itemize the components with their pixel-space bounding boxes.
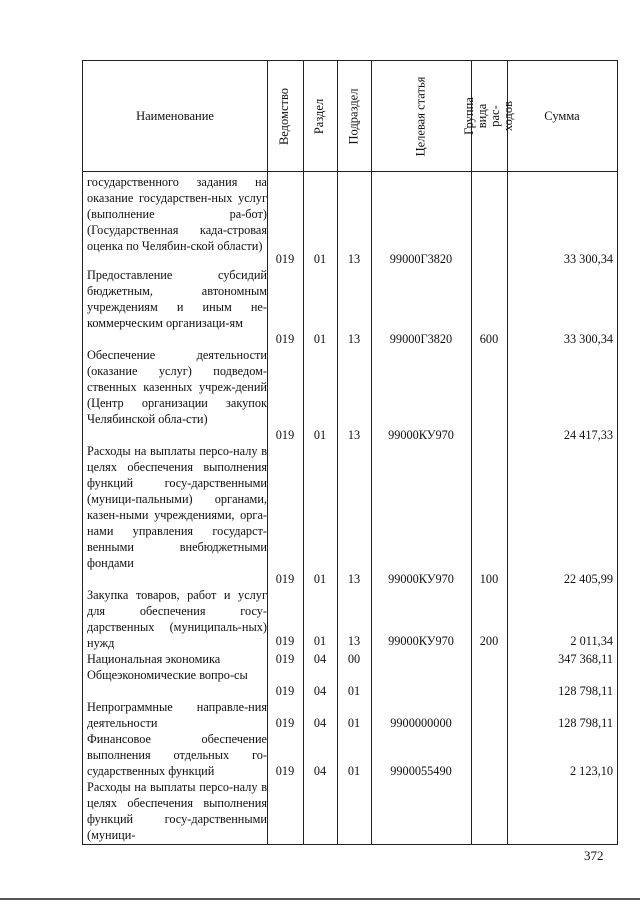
cell-vedomstvo: 019 xyxy=(275,684,295,698)
cell-razdel: 04 xyxy=(313,716,327,730)
cell-razdel: 04 xyxy=(313,764,327,778)
page-number: 372 xyxy=(584,848,604,863)
table-row-name: Национальная экономика xyxy=(87,652,221,666)
table-row-name: государственного задания на оказание государствен-ных услуг (выполнение ра-бот) (Государственная када-стровая оценка по Челябин-ской области) xyxy=(87,175,267,253)
header-celevaya-label: Целевая статья xyxy=(413,76,428,156)
cell-vedomstvo: 019 xyxy=(275,332,295,346)
cell-podrazdel: 13 xyxy=(347,572,361,586)
cell-celevaya: 99000КУ970 xyxy=(388,572,454,586)
header-podrazdel-label: Подраздел xyxy=(346,88,361,144)
cell-celevaya: 9900055490 xyxy=(390,764,452,778)
column-divider xyxy=(471,61,472,844)
cell-podrazdel: 01 xyxy=(347,716,361,730)
header-gruppa-label: Группа вида рас-ходов xyxy=(462,97,516,135)
cell-vedomstvo: 019 xyxy=(275,428,295,442)
cell-podrazdel: 13 xyxy=(347,428,361,442)
header-gruppa xyxy=(462,61,516,171)
header-celevaya xyxy=(371,61,471,171)
cell-podrazdel: 13 xyxy=(347,252,361,266)
cell-razdel: 01 xyxy=(313,332,327,346)
cell-celevaya: 99000Г3820 xyxy=(389,332,453,346)
header-podrazdel xyxy=(337,61,371,171)
cell-gruppa: 200 xyxy=(479,634,499,648)
cell-vedomstvo: 019 xyxy=(275,764,295,778)
header-vedomstvo-label: Ведомство xyxy=(277,87,292,145)
header-razdel xyxy=(303,61,337,171)
cell-gruppa: 600 xyxy=(479,332,499,346)
cell-summa: 2 011,34 xyxy=(570,634,613,648)
cell-vedomstvo: 019 xyxy=(275,252,295,266)
budget-table xyxy=(82,60,618,845)
cell-summa: 33 300,34 xyxy=(563,332,613,346)
bottom-rule xyxy=(0,898,640,900)
header-summa xyxy=(507,61,617,171)
header-divider xyxy=(83,171,617,172)
table-row-name: Закупка товаров, работ и услуг для обеспечения госу-дарственных (муниципаль-ных) нужд xyxy=(87,588,267,650)
cell-podrazdel: 00 xyxy=(347,652,361,666)
cell-celevaya: 99000КУ970 xyxy=(388,428,454,442)
cell-razdel: 01 xyxy=(313,572,327,586)
cell-razdel: 04 xyxy=(313,652,327,666)
cell-podrazdel: 01 xyxy=(347,764,361,778)
cell-razdel: 01 xyxy=(313,428,327,442)
cell-summa: 2 123,10 xyxy=(569,764,613,778)
cell-summa: 347 368,11 xyxy=(558,652,613,666)
table-row-name: Расходы на выплаты персо-налу в целях обеспечения выполнения функций госу-дарственными (муници-пальными) органами, казен-ными учреждениями, орга-нами управления государст-венными внебюджетными фондами xyxy=(87,444,267,570)
cell-podrazdel: 13 xyxy=(347,332,361,346)
cell-vedomstvo: 019 xyxy=(275,652,295,666)
cell-celevaya: 9900000000 xyxy=(390,716,452,730)
table-row-name: Непрограммные направле-ния деятельности xyxy=(87,700,267,730)
cell-summa: 22 405,99 xyxy=(563,572,613,586)
cell-summa: 128 798,11 xyxy=(558,684,613,698)
header-name-label: Наименование xyxy=(136,108,214,123)
cell-razdel: 04 xyxy=(313,684,327,698)
cell-vedomstvo: 019 xyxy=(275,572,295,586)
header-vedomstvo xyxy=(267,61,303,171)
cell-vedomstvo: 019 xyxy=(275,716,295,730)
cell-podrazdel: 13 xyxy=(347,634,361,648)
table-row-name: Обеспечение деятельности (оказание услуг) подведом-ственных казенных учреж-дений (Центр организации закупок Челябинской обла-сти) xyxy=(87,348,267,426)
cell-gruppa: 100 xyxy=(479,572,499,586)
cell-razdel: 01 xyxy=(313,252,327,266)
cell-celevaya: 99000Г3820 xyxy=(389,252,453,266)
table-row-name: Общеэкономические вопро-сы xyxy=(87,668,248,682)
header-razdel-label: Раздел xyxy=(312,98,327,134)
header-name xyxy=(83,61,267,171)
cell-razdel: 01 xyxy=(313,634,327,648)
cell-summa: 128 798,11 xyxy=(558,716,613,730)
cell-podrazdel: 01 xyxy=(347,684,361,698)
table-row-name: Предоставление субсидий бюджетным, автономным учреждениям и иным не-коммерческим организаци-ям xyxy=(87,268,267,330)
table-row-name: Расходы на выплаты персо-налу в целях обеспечения выполнения функций госу-дарственными (муници- xyxy=(87,780,267,842)
header-summa-label: Сумма xyxy=(544,108,580,123)
table-row-name: Финансовое обеспечение выполнения отдельных го-сударственных функций xyxy=(87,732,267,778)
cell-vedomstvo: 019 xyxy=(275,634,295,648)
cell-summa: 24 417,33 xyxy=(563,428,613,442)
cell-celevaya: 99000КУ970 xyxy=(388,634,454,648)
cell-summa: 33 300,34 xyxy=(563,252,613,266)
